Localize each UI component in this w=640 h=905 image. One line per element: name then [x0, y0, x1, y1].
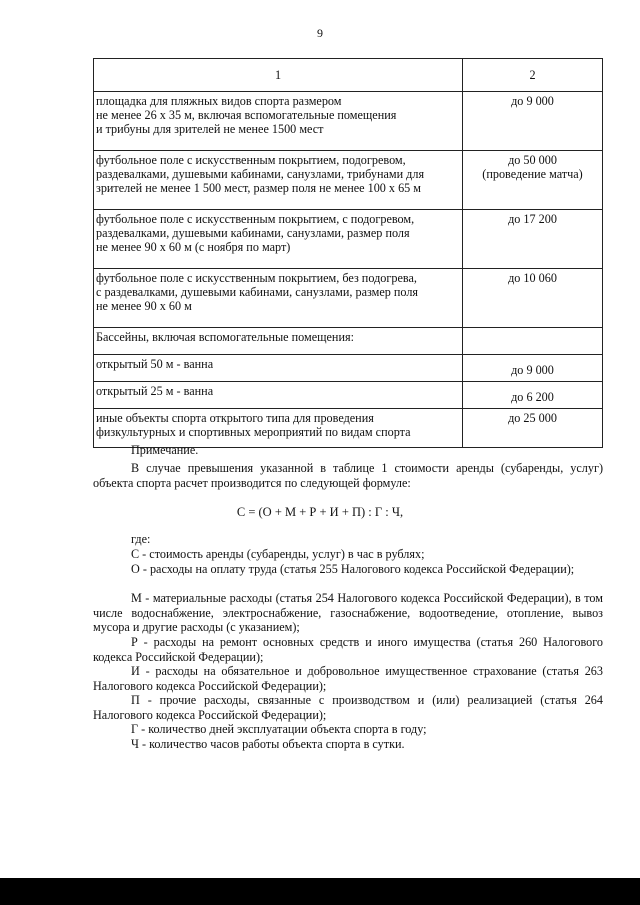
table-row	[94, 328, 603, 355]
definition-g: Г - количество дней эксплуатации объекта спорта в году;	[131, 722, 427, 736]
facility-cell: Бассейны, включая вспомогательные помещения:	[94, 328, 463, 355]
rate-cell: до 6 200	[463, 382, 603, 409]
table-row	[94, 409, 603, 448]
facility-cell: площадка для пляжных видов спорта размером не менее 26 х 35 м, включая вспомогательные помещения и трибуны для зрителей не менее 1500 мест	[94, 92, 463, 151]
facility-cell: футбольное поле с искусственным покрытием, подогревом, раздевалками, душевыми кабинами, санузлами, трибунами для зрителей не менее 1 500 мест, размер поля не менее 100 х 65 м	[94, 151, 463, 210]
definition-m: М - материальные расходы (статья 254 Налогового кодекса Российской Федерации), в том числе водоснабжение, электроснабжение, газоснабжение, водоотведение, отопление, вывоз мусора и другие расходы (с указанием);	[93, 591, 603, 635]
definition-c: С - стоимость аренды (субаренды, услуг) в час в рублях;	[131, 547, 425, 561]
definition-o: О - расходы на оплату труда (статья 255 Налогового кодекса Российской Федерации);	[131, 562, 575, 576]
definition-p: П - прочие расходы, связанные с производством и (или) реализацией (статья 264 Налогового кодекса Российской Федерации);	[93, 693, 603, 722]
rate-cell: до 25 000	[463, 409, 603, 448]
facility-cell: иные объекты спорта открытого типа для проведения физкультурных и спортивных мероприятий по видам спорта	[94, 409, 463, 448]
scan-border	[0, 878, 640, 905]
definition-i: И - расходы на обязательное и добровольное имущественное страхование (статья 263 Налогового кодекса Российской Федерации);	[93, 664, 603, 693]
table-row	[94, 151, 603, 210]
where-label: где:	[131, 532, 151, 546]
note-intro: В случае превышения указанной в таблице 1 стоимости аренды (субаренды, услуг) объекта спорта расчет производится по следующей формуле:	[93, 461, 603, 490]
table-row	[94, 210, 603, 269]
definition-r: Р - расходы на ремонт основных средств и иного имущества (статья 260 Налогового кодекса Российской Федерации);	[93, 635, 603, 664]
rate-cell: до 9 000	[463, 355, 603, 382]
rental-rates-table	[93, 58, 603, 448]
rate-cell: до 50 000 (проведение матча)	[463, 151, 603, 210]
rate-cell: до 17 200	[463, 210, 603, 269]
note-title: Примечание.	[131, 443, 199, 457]
table-header-row	[94, 59, 603, 92]
definition-ch: Ч - количество часов работы объекта спорта в сутки.	[131, 737, 405, 751]
column-header: 1	[94, 59, 463, 92]
column-header: 2	[463, 59, 603, 92]
cost-formula: С = (О + М + Р + И + П) : Г : Ч,	[236, 505, 404, 519]
table-row	[94, 269, 603, 328]
rate-cell: до 10 060	[463, 269, 603, 328]
facility-cell: футбольное поле с искусственным покрытием, с подогревом, раздевалками, душевыми кабинами, санузлами, размер поля не менее 90 х 60 м (с ноября по март)	[94, 210, 463, 269]
table-row	[94, 92, 603, 151]
facility-cell: открытый 25 м - ванна	[94, 382, 463, 409]
page-number: 9	[317, 26, 323, 40]
facility-cell: футбольное поле с искусственным покрытием, без подогрева, с раздевалками, душевыми кабинами, санузлами, размер поля не менее 90 х 60 м	[94, 269, 463, 328]
rate-cell	[463, 328, 603, 355]
rate-cell: до 9 000	[463, 92, 603, 151]
table-row	[94, 382, 603, 409]
facility-cell: открытый 50 м - ванна	[94, 355, 463, 382]
table-row	[94, 355, 603, 382]
